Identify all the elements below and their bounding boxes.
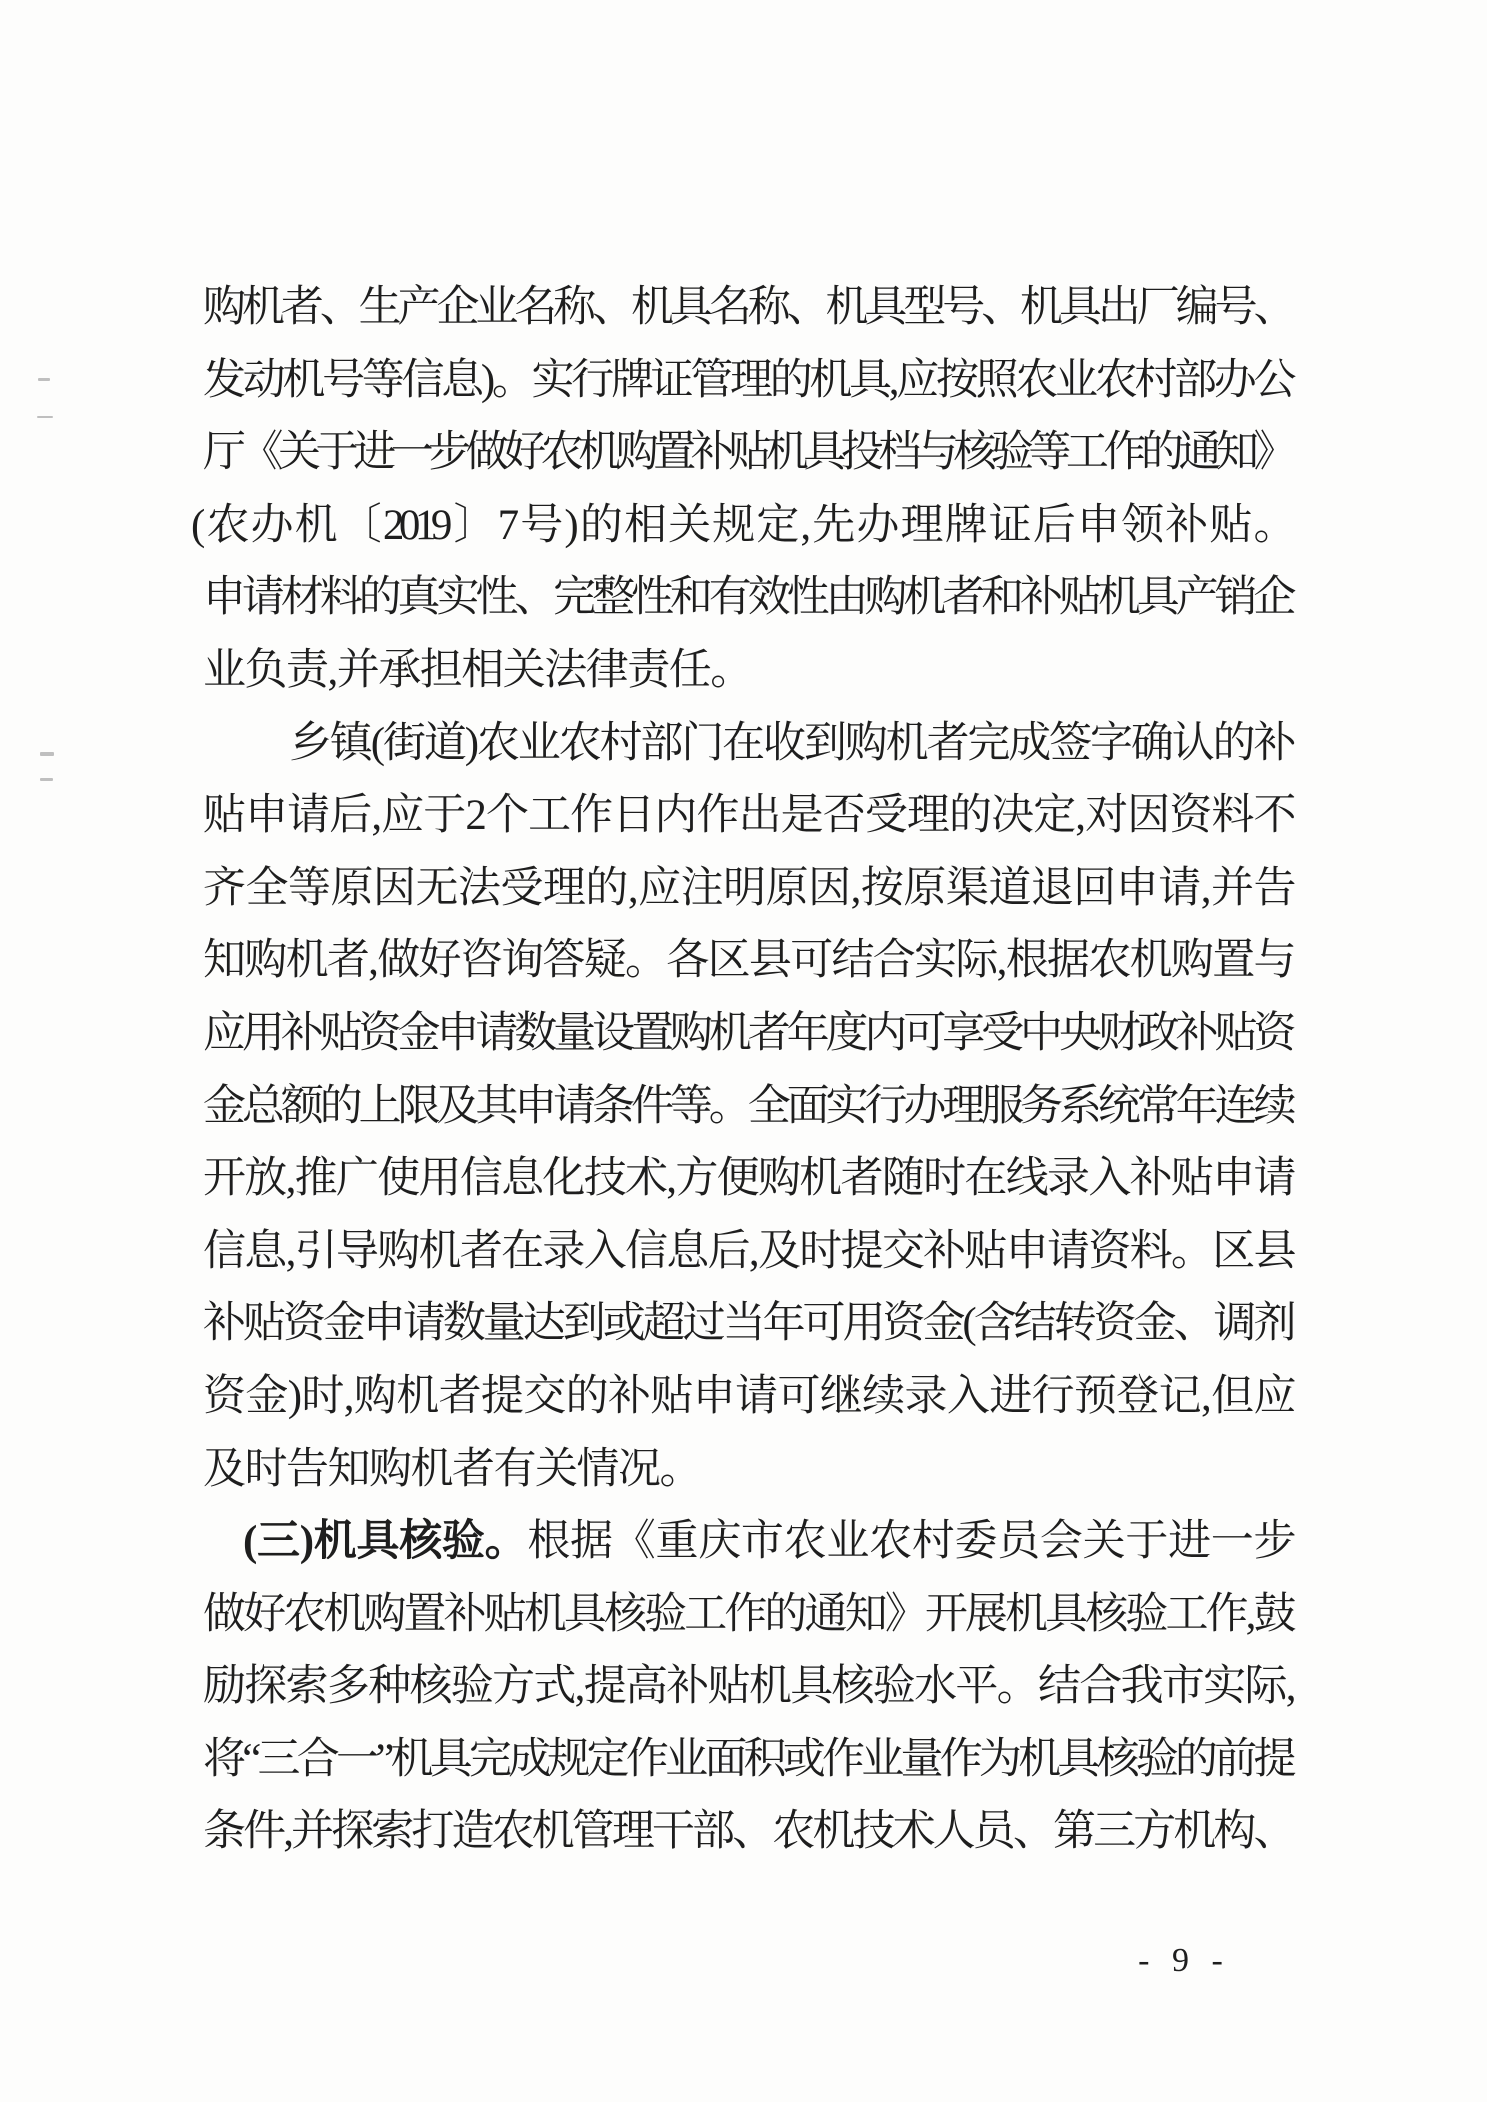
scan-artifact xyxy=(40,752,54,756)
text-line: 条件,并探索打造农机管理干部、农机技术人员、第三方机构、 xyxy=(203,1808,1291,1856)
section-heading: (三)机具核验。 xyxy=(243,1518,528,1566)
text-line: 厅《关于进一步做好农机购置补贴机具投档与核验等工作的通知》 xyxy=(203,429,1291,477)
text-line: 齐全等原因无法受理的,应注明原因,按原渠道退回申请,并告 xyxy=(203,864,1291,912)
text-line: 发动机号等信息)。实行牌证管理的机具,应按照农业农村部办公 xyxy=(203,356,1291,404)
text-line: 知购机者,做好咨询答疑。各区县可结合实际,根据农机购置与 xyxy=(203,937,1291,985)
text-line: 及时告知购机者有关情况。 xyxy=(203,1445,701,1493)
page-number: - 9 - xyxy=(1138,1942,1230,1979)
text-line: 开放,推广使用信息化技术,方便购机者随时在线录入补贴申请 xyxy=(203,1155,1291,1203)
scan-artifact xyxy=(38,378,50,381)
document-body xyxy=(191,272,1292,1869)
text-line: (农办机〔2019〕7号)的相关规定,先办理牌证后申领补贴。 xyxy=(191,501,1291,549)
scan-artifact xyxy=(37,416,53,418)
text-line: 将“三合一”机具完成规定作业面积或作业量作为机具核验的前提 xyxy=(203,1735,1291,1783)
text-line: 资金)时,购机者提交的补贴申请可继续录入进行预登记,但应 xyxy=(203,1372,1291,1420)
text-line: 信息,引导购机者在录入信息后,及时提交补贴申请资料。区县 xyxy=(203,1227,1291,1275)
text-line: 贴申请后,应于2个工作日内作出是否受理的决定,对因资料不 xyxy=(203,792,1291,840)
text-line: 做好农机购置补贴机具核验工作的通知》开展机具核验工作,鼓 xyxy=(203,1590,1291,1638)
text-run: 根据《重庆市农业农村委员会关于进一步 xyxy=(527,1518,1292,1566)
text-line xyxy=(203,1506,1291,1579)
text-line: 金总额的上限及其申请条件等。全面实行办理服务系统常年连续 xyxy=(203,1082,1291,1130)
text-line: 励探索多种核验方式,提高补贴机具核验水平。结合我市实际, xyxy=(203,1663,1291,1711)
text-line: 购机者、生产企业名称、机具名称、机具型号、机具出厂编号、 xyxy=(203,284,1291,331)
scan-artifact xyxy=(40,778,53,781)
text-line: 补贴资金申请数量达到或超过当年可用资金(含结转资金、调剂 xyxy=(203,1300,1291,1348)
text-line: 应用补贴资金申请数量设置购机者年度内可享受中央财政补贴资 xyxy=(203,1009,1291,1057)
text-line: 业负责,并承担相关法律责任。 xyxy=(203,646,752,694)
text-line: 申请材料的真实性、完整性和有效性由购机者和补贴机具产销企 xyxy=(203,574,1291,622)
text-line: 乡镇(街道)农业农村部门在收到购机者完成签字确认的补 xyxy=(289,719,1291,767)
